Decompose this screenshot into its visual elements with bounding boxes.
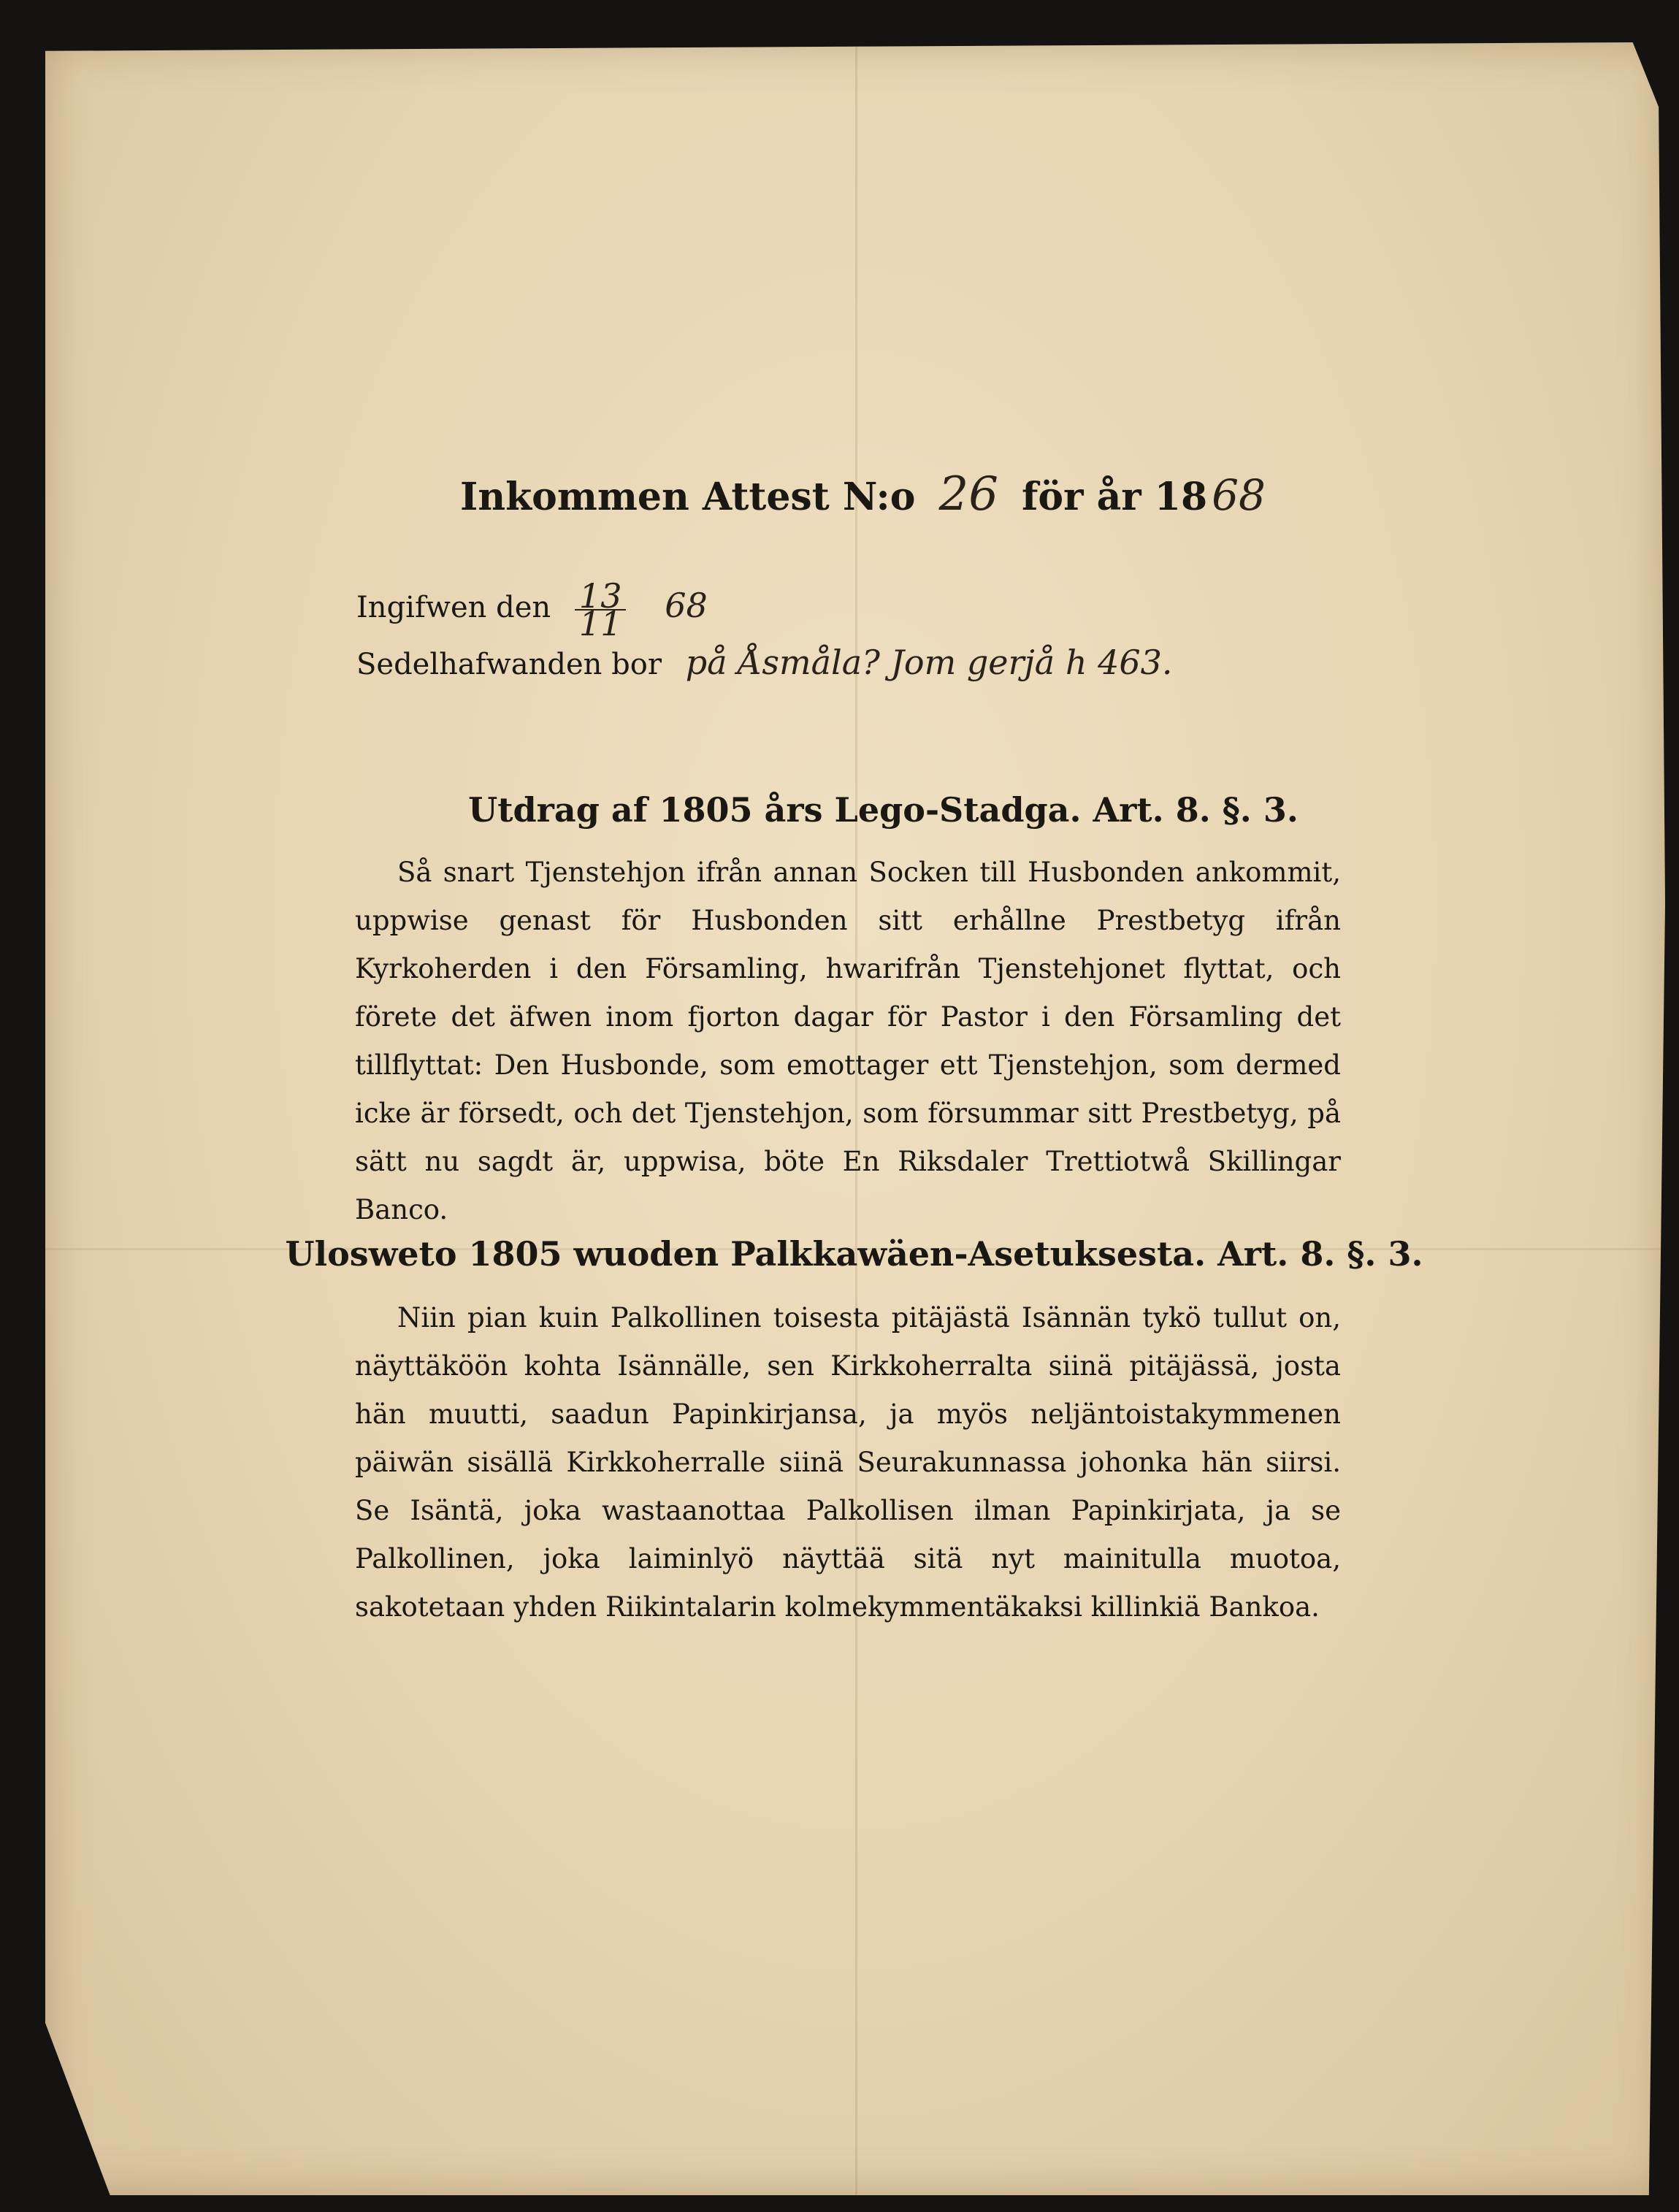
submitted-label: Ingifwen den: [356, 591, 551, 624]
submitted-year: 68: [665, 586, 708, 625]
address-label: Sedelhafwanden bor: [356, 648, 662, 681]
attest-heading-mid: för år 18: [1022, 475, 1208, 519]
attest-number-handwritten: 26: [938, 467, 998, 521]
submitted-day: 13: [578, 576, 622, 616]
address-row: [356, 643, 1173, 682]
attest-year-handwritten: 68: [1212, 470, 1266, 520]
finnish-section-title: Ulosweto 1805 wuoden Palkkawäen-Asetuksesta. Art. 8. §. 3.: [285, 1234, 1423, 1274]
submitted-month: 11: [575, 609, 627, 637]
attest-heading-prefix: Inkommen Attest N:o: [460, 475, 916, 519]
finnish-section-body: Niin pian kuin Palkollinen toisesta pitäjästä Isännän tykö tullut on, näyttäköön kohta Isännälle, sen Kirkkoherralta siinä pitäjässä, josta hän muutti, saadun Papinkirjansa, ja myös neljäntoistakymmenen päiwän sisällä Kirkkoherralle siinä Seurakunnassa johonka hän siirsi. Se Isäntä, joka wastaanottaa Palkollisen ilman Papinkirjata, ja se Palkollinen, joka laiminlyö näyttää sitä nyt mainitulla muotoa, sakotetaan yhden Riikintalarin kolmekymmentäkaksi killinkiä Bankoa.: [355, 1302, 1341, 1623]
submitted-date-row: [356, 576, 708, 643]
submitted-day-month: [575, 576, 627, 643]
swedish-section-body: Så snart Tjenstehjon ifrån annan Socken till Husbonden ankommit, uppwise genast för Husbonden sitt erhållne Prestbetyg ifrån Kyrkoherden i den Församling, hwarifrån Tjenstehjonet flyttat, och förete det äfwen inom fjorton dagar för Pastor i den Församling det tillflyttat: Den Husbonde, som emottager ett Tjenstehjon, som dermed icke är försedt, och det Tjenstehjon, som försummar sitt Prestbetyg, på sätt nu sagdt är, uppwisa, böte En Riksdaler Trettiotwå Skillingar Banco.: [355, 857, 1341, 1225]
attest-heading: [460, 467, 1276, 521]
swedish-section-title: Utdrag af 1805 års Lego-Stadga. Art. 8. §. 3.: [468, 790, 1299, 830]
address-handwritten: på Åsmåla? Jom gerjå h 463.: [685, 643, 1173, 682]
